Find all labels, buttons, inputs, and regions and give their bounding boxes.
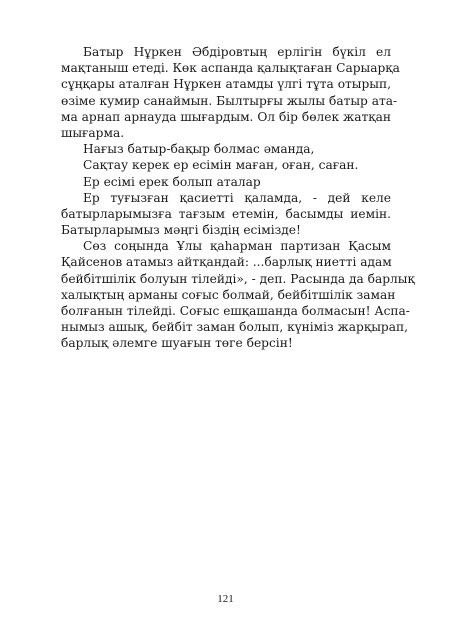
text-line: Батыр Нұркен Әбдіровтың ерлігін бүкіл ел [83, 45, 391, 59]
text-line: ма арнап арнауда шығардым. Ол бір бөлек жатқан [61, 109, 391, 124]
verse-line: Ер туғызған қасиетті қаламда, - дей келе [83, 190, 391, 205]
text-line: мақтаныш етеді. Көк аспанда қалықтаған Сарыарқа [61, 61, 400, 76]
text-line: Сөз соңында Ұлы қаһарман партизан Қасым [83, 239, 391, 254]
text-line: өзіме кумир санаймын. Былтырғы жылы батыр ата- [61, 93, 398, 108]
page-number: 121 [217, 593, 234, 605]
verse-line: Нағыз батыр-бақыр болмас әманда, [83, 142, 315, 157]
verse-line: Ер есімі ерек болып аталар [83, 174, 261, 189]
verse-line: Сақтау керек ер есімін маған, оған, саған. [83, 158, 359, 173]
text-line: бейбітшілік болуын тілейді», - деп. Расында да барлық [61, 271, 415, 286]
text-line: сұңқары аталған Нұркен атамды үлгі тұта отырып, [61, 77, 391, 92]
text-line: Батырларымыз мәңгі біздің есімізде! [61, 223, 301, 238]
text-line: батырларымызға тағзым етемін, басымды иемін. [61, 206, 391, 221]
body-text [61, 44, 415, 352]
text-line: халықтың арманы соғыс болмай, бейбітшілік заман [61, 287, 396, 302]
text-line: Қайсенов атамыз айтқандай: ...барлық ниетті адам [61, 255, 392, 270]
text-line: шығарма. [61, 125, 125, 140]
text-line: нымыз ашық, бейбіт заман болып, күніміз жарқырап, [61, 320, 408, 335]
text-line: болғанын тілейді. Соғыс ешқашанда болмасын! Аспа- [61, 304, 410, 318]
text-line: барлық әлемге шуағын төге берсін! [61, 336, 293, 351]
